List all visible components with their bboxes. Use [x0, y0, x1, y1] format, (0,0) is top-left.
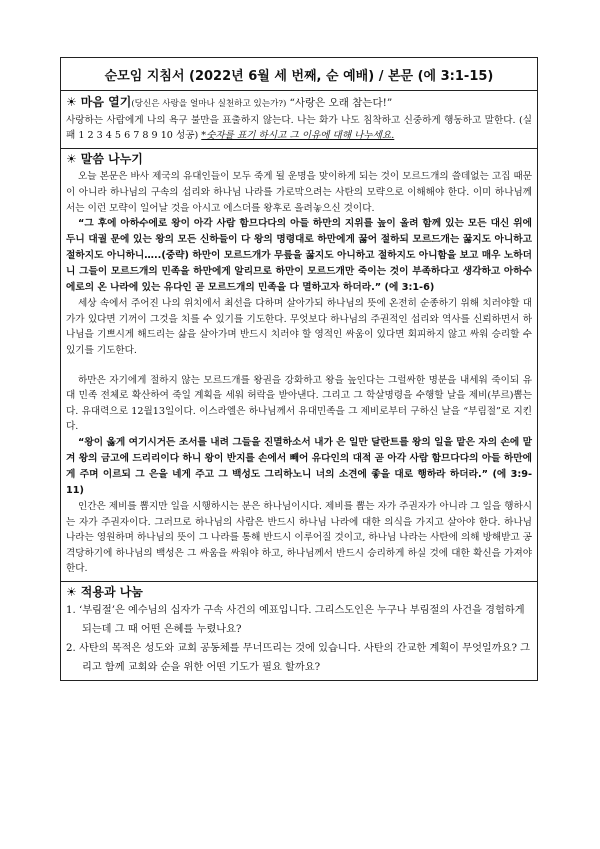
scripture-quote-1 [66, 216, 532, 296]
word-heading: 말씀 나누기 [80, 151, 143, 166]
word-section [60, 149, 538, 582]
question-item: 2. 사탄의 목적은 성도와 교회 공동체를 무너뜨리는 것에 있습니다. 사탄의 간교한 계획이 무엇일까요? 그리고 함께 교회와 순을 위한 어떤 기도가 필요 할까요? [66, 643, 530, 674]
sun-icon: ☀ [66, 95, 77, 109]
opening-heading-note: (당신은 사랑을 얼마나 실천하고 있는가?) [131, 99, 287, 109]
scripture-text-1: “그 후에 아하수에로 왕이 아각 사람 함므다다의 아들 하만의 지위를 높이 올려 함께 있는 모든 대신 위에 두니 대궐 문에 있는 왕의 모든 신하들이 다 왕의 명령대로 하만에게 꿇어 절하되 모르드개는 꿇지도 아니하고 절하지도 아니하니…..(중략) 하만이 모르드개가 무릎을 꿇지도 아니하고 절하지도 아니함을 보고 매우 노하더니 그들이 모르드개의 민족을 하만에게 알리므로 하만이 모르드개만 죽이는 것이 부족하다고 생각하고 아하수에로의 온 나라에 있는 유다인 곧 모르드개의 민족을 다 멸하고자 하더라.” [66, 218, 532, 294]
word-paragraph-1: 오늘 본문은 바사 제국의 유대인들이 모두 죽게 될 운명을 맞이하게 되는 것이 모르드개의 쓸데없는 고집 때문이 아니라 하나님의 구속의 섭리와 하나님 나라를 가로막으려는 사탄의 모략으로 이해해야 한다. 이미 하나님께서는 이런 모략이 일어날 것을 아시고 에스더를 왕후로 올려놓으신 것이다. [66, 171, 532, 214]
sun-icon: ☀ [66, 584, 77, 599]
page-title: 순모임 지침서 (2022년 6월 세 번째, 순 예배) / 본문 (에 3:1-15) [60, 57, 538, 91]
worksheet-page [60, 57, 538, 681]
opening-heading: 마음 열기 [80, 95, 132, 109]
opening-header [66, 95, 532, 113]
apply-header [66, 585, 532, 602]
opening-instruction: *숫자를 표기 하시고 그 이유에 대해 나누세요. [201, 130, 395, 142]
question-item: 1. ‘부림절’은 예수님의 십자가 구속 사건의 예표입니다. 그리스도인은 누구나 부림절의 사건을 경험하게 되는데 그 때 어떤 은혜를 누렸나요? [66, 605, 525, 636]
opening-quote: “사랑은 오래 참는다!” [289, 97, 393, 109]
word-header [66, 152, 532, 169]
word-paragraph-2: 세상 속에서 주어진 나의 위치에서 최선을 다하며 살아가되 하나님의 뜻에 온전히 순종하기 위해 치러야할 대가가 있다면 기꺼이 그것을 치를 수 있기를 기도한다. 무엇보다 하나님의 주권적인 섭리와 역사를 신뢰하면서 하나님을 기쁘시게 해드리는 삶을 살아가며 반드시 치러야 할 영적인 싸움이 있다면 회피하지 않고 싸워 승리할 수 있기를 기도한다. [66, 298, 532, 356]
scripture-ref-1: (에 3:1-6) [384, 282, 435, 294]
word-paragraph-4: 인간은 제비를 뽑지만 일을 시행하시는 분은 하나님이시다. 제비를 뽑는 자가 주권자가 아니라 그 일을 행하시는 자가 주권자이다. 그러므로 하나님의 사람은 반드시 하나님 나라에 대한 의식을 가지고 살아야 한다. 하나님 나라는 영원하며 하나님의 뜻이 그 나라를 통해 반드시 이루어질 것이고, 하나님 나라는 사탄에 의해 방해받고 공격당하기에 하나님의 백성은 그 싸움을 싸워야 하고, 하나님께서 반드시 승리하게 하실 것에 대한 확신을 가져야 한다. [66, 500, 532, 575]
opening-line: 사랑하는 사람에게 나의 욕구 불만을 표출하지 않는다. 나는 화가 나도 침착하고 신중하게 행동하고 말한다. (실패 1 2 3 4 5 6 7 8 9 10 성공) [66, 114, 532, 142]
apply-heading: 적용과 나눔 [80, 584, 143, 599]
opening-text [66, 113, 532, 144]
opening-section [60, 91, 538, 149]
apply-section [60, 582, 538, 682]
sun-icon: ☀ [66, 151, 77, 166]
question-list [66, 601, 532, 677]
word-paragraph-3: 하만은 자기에게 절하지 않는 모르드개를 왕권을 강화하고 왕을 높인다는 그럴싸한 명분을 내세워 죽이되 유대 민족 전체로 확산하여 죽일 계획을 세워 허락을 받아낸다. 그리고 그 학살명령을 수행할 날을 제비(부르)뽑는다. 유대력으로 12월13일이다. 이스라엘은 하나님께서 유대민족을 그 제비로부터 구하신 날을 “부림절”로 지킨다. [66, 374, 532, 433]
scripture-quote-2 [66, 435, 532, 499]
paragraph-gap [66, 359, 532, 373]
scripture-ref-2: (에 3:9-11) [66, 468, 532, 496]
scripture-text-2: “왕이 옳게 여기시거든 조서를 내려 그들을 진멸하소서 내가 은 일만 달란트를 왕의 일을 맡은 자의 손에 맡겨 왕의 금고에 드리리이다 하니 왕이 반지를 손에서 빼어 유다인의 대적 곧 아각 사람 함므다다의 아들 하만에게 주며 이르되 그 은을 네게 주고 그 백성도 그리하노니 너의 소견에 좋을 대로 행하라 하더라.” [66, 436, 532, 480]
